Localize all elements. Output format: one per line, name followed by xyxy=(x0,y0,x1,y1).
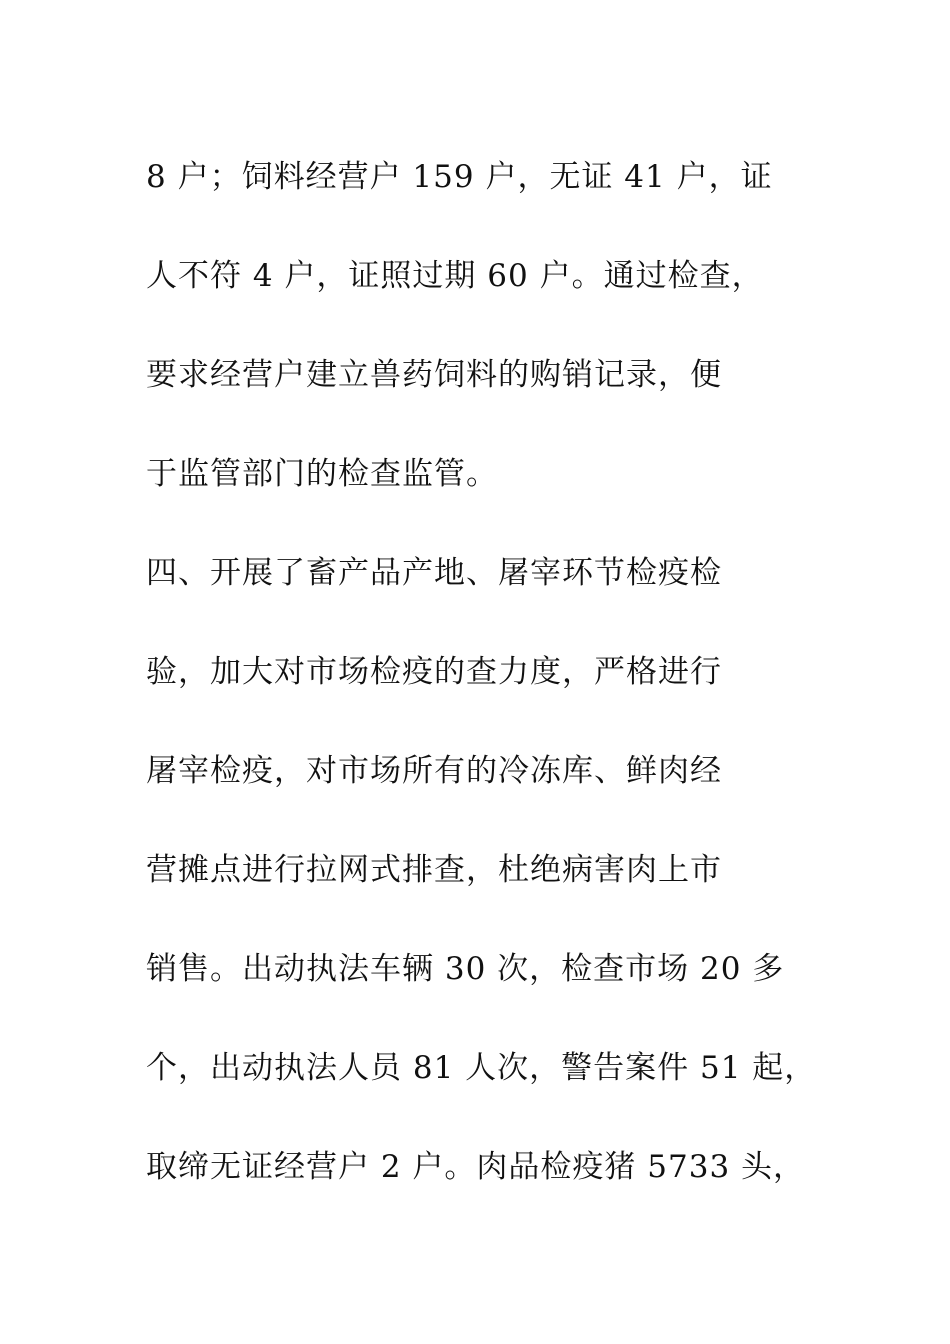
text-line: 个，出动执法人员 81 人次，警告案件 51 起， xyxy=(146,1050,817,1086)
text-line: 营摊点进行拉网式排查，杜绝病害肉上市 xyxy=(146,852,722,888)
text-line: 人不符 4 户，证照过期 60 户。通过检查， xyxy=(146,258,764,294)
text-line: 要求经营户建立兽药饲料的购销记录，便 xyxy=(146,357,722,393)
body-text xyxy=(146,128,846,1217)
text-line: 销售。出动执法车辆 30 次，检查市场 20 多 xyxy=(146,951,785,987)
text-line: 于监管部门的检查监管。 xyxy=(146,456,498,492)
section-heading-line: 四、开展了畜产品产地、屠宰环节检疫检 xyxy=(146,555,722,591)
text-line: 8 户；饲料经营户 159 户，无证 41 户，证 xyxy=(146,159,773,195)
text-line: 验，加大对市场检疫的查力度，严格进行 xyxy=(146,654,722,690)
text-line: 屠宰检疫，对市场所有的冷冻库、鲜肉经 xyxy=(146,753,722,789)
text-line: 取缔无证经营户 2 户。肉品检疫猪 5733 头， xyxy=(146,1149,806,1185)
